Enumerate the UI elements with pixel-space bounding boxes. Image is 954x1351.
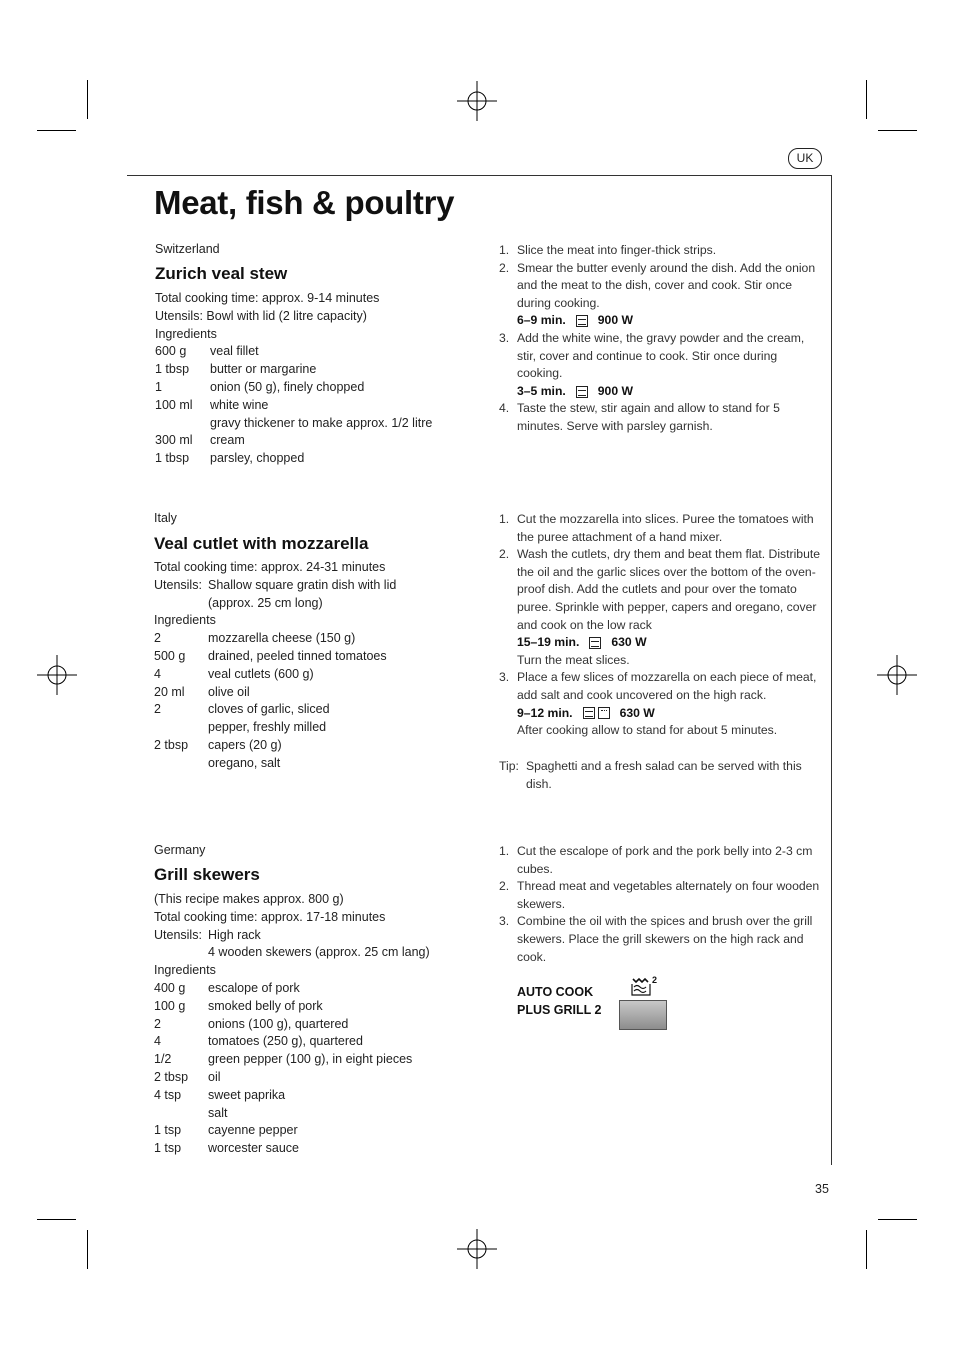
meta-line: Total cooking time: approx. 17-18 minutes xyxy=(154,909,386,924)
registration-mark-right xyxy=(877,655,917,695)
cook-setting: 15–19 min. 630 W xyxy=(517,635,647,650)
ingredient-row: 1/2 green pepper (100 g), in eight pieces xyxy=(154,1052,413,1067)
recipe-ingredients xyxy=(154,559,474,773)
step: 3. Add the white wine, the gravy powder and the cream, stir, cover and continue to cook. Stir once during cooking. 3–5 min. 900 W xyxy=(499,330,824,400)
auto-cook-label: AUTO COOK PLUS GRILL 2 xyxy=(517,985,602,1017)
utensils-line: Utensils: High rack xyxy=(154,927,261,942)
microwave-icon xyxy=(583,707,595,719)
ingredient-row: 2 onions (100 g), quartered xyxy=(154,1016,349,1031)
ingredient-row: pepper, freshly milled xyxy=(208,720,327,735)
step: 3. Place a few slices of mozzarella on each piece of meat, add salt and cook uncovered on the high rack. 9–12 min. 630 W After cooking allow to stand for about 5 minutes. xyxy=(499,669,824,739)
auto-cook-grill-icon xyxy=(630,975,660,999)
recipe-ingredients xyxy=(154,891,474,1158)
ingredient-row: 4 veal cutlets (600 g) xyxy=(154,666,314,681)
ingredient-row: 500 g drained, peeled tinned tomatoes xyxy=(154,648,387,663)
step: 3. Combine the oil with the spices and brush over the grill skewers. Place the grill skewers on the high rack and cook. xyxy=(499,914,813,964)
recipe-country: Italy xyxy=(154,511,177,525)
ingredient-row: 1 tbsp parsley, chopped xyxy=(155,451,305,466)
recipe-steps xyxy=(499,511,824,740)
cook-setting: 9–12 min. 630 W xyxy=(517,705,655,720)
ingredient-row: 4 tsp sweet paprika xyxy=(154,1087,286,1102)
meta-line: Total cooking time: approx. 9-14 minutes xyxy=(155,291,380,305)
ingredient-row: 100 g smoked belly of pork xyxy=(154,998,323,1013)
utensils-line: 4 wooden skewers (approx. 25 cm lang) xyxy=(208,945,430,960)
page-number: 35 xyxy=(815,1182,829,1196)
registration-mark-left xyxy=(37,655,77,695)
step-note: After cooking allow to stand for about 5 minutes. xyxy=(517,723,778,738)
ingredient-row: 4 tomatoes (250 g), quartered xyxy=(154,1034,363,1049)
ingredient-row: gravy thickener to make approx. 1/2 litre xyxy=(210,415,433,430)
step: 1. Cut the escalope of pork and the pork belly into 2-3 cm cubes. xyxy=(499,844,813,876)
recipe-ingredients xyxy=(155,290,475,468)
ingredient-row: 1 onion (50 g), finely chopped xyxy=(155,379,365,394)
recipe-country: Germany xyxy=(154,843,206,857)
meta-line: (This recipe makes approx. 800 g) xyxy=(154,892,344,906)
cook-setting: 3–5 min. 900 W xyxy=(517,383,634,398)
registration-mark-bottom xyxy=(457,1229,497,1269)
microwave-icon xyxy=(576,315,588,327)
cook-setting: 6–9 min. 900 W xyxy=(517,313,634,328)
step-note: Turn the meat slices. xyxy=(517,652,630,667)
registration-mark-top xyxy=(457,81,497,121)
ingredient-row: 2 tbsp capers (20 g) xyxy=(154,737,282,752)
microwave-icon xyxy=(576,386,588,398)
ingredient-row: 2 cloves of garlic, sliced xyxy=(154,702,330,717)
recipe-title: Grill skewers xyxy=(154,865,260,884)
ingredient-row: 600 g veal fillet xyxy=(155,344,259,359)
page-title: Meat, fish & poultry xyxy=(154,184,455,221)
meta-line: Utensils: Bowl with lid (2 litre capacity) xyxy=(155,308,367,323)
grill-icon xyxy=(598,707,610,719)
ingredient-row: 1 tsp worcester sauce xyxy=(154,1141,300,1156)
ingredients-label: Ingredients xyxy=(154,963,216,978)
ingredients-label: Ingredients xyxy=(154,613,216,628)
step: 2. Thread meat and vegetables alternately on four wooden skewers. xyxy=(499,879,820,911)
ingredient-row: 20 ml olive oil xyxy=(154,684,250,699)
recipe-title: Veal cutlet with mozzarella xyxy=(154,534,369,553)
tip: Tip: Spaghetti and a fresh salad can be served with this dish. xyxy=(499,759,802,791)
ingredient-row: 2 tbsp oil xyxy=(154,1069,221,1084)
step: 1. Slice the meat into finger-thick strips. xyxy=(499,243,717,257)
ingredient-row: oregano, salt xyxy=(208,755,281,770)
utensils-line: (approx. 25 cm long) xyxy=(208,595,323,610)
meta-line: Total cooking time: approx. 24-31 minutes xyxy=(154,560,386,574)
recipe-steps xyxy=(499,843,824,966)
ingredients-label: Ingredients xyxy=(155,326,217,341)
utensils-line: Utensils: Shallow square gratin dish with lid xyxy=(154,577,397,592)
ingredient-row: 2 mozzarella cheese (150 g) xyxy=(154,631,356,646)
header-rule xyxy=(127,175,832,176)
ingredient-row: salt xyxy=(208,1105,228,1120)
step: 2. Wash the cutlets, dry them and beat them flat. Distribute the oil and the garlic slices over the bottom of the oven-proof dish. Add the cutlets and pour over the tomato puree. Sprinkle with pepper, capers and oregano, cover and cook on the low rack 15–19 min. 630 W Turn the meat slices. xyxy=(499,546,824,669)
ingredient-row: 100 ml white wine xyxy=(155,397,269,412)
auto-cook-button[interactable] xyxy=(619,1000,667,1030)
ingredient-row: 1 tbsp butter or margarine xyxy=(155,362,317,377)
ingredient-row: 400 g escalope of pork xyxy=(154,980,300,995)
language-badge: UK xyxy=(788,148,822,169)
side-rule xyxy=(831,175,832,1165)
ingredient-row: 1 tsp cayenne pepper xyxy=(154,1123,298,1138)
step: 2. Smear the butter evenly around the dish. Add the onion and the meat to the dish, cover and cook. Stir once during cooking. 6–9 min. 900 W xyxy=(499,260,824,330)
ingredient-row: 300 ml cream xyxy=(155,433,245,448)
recipe-country: Switzerland xyxy=(155,242,220,256)
recipe-steps xyxy=(499,242,824,436)
svg-text:2: 2 xyxy=(652,975,658,985)
step: 1. Cut the mozzarella into slices. Puree the tomatoes with the puree attachment of a hand mixer. xyxy=(499,512,814,544)
microwave-icon xyxy=(589,637,601,649)
recipe-title: Zurich veal stew xyxy=(155,264,288,283)
step: 4. Taste the stew, stir again and allow to stand for 5 minutes. Serve with parsley garnish. xyxy=(499,401,780,433)
